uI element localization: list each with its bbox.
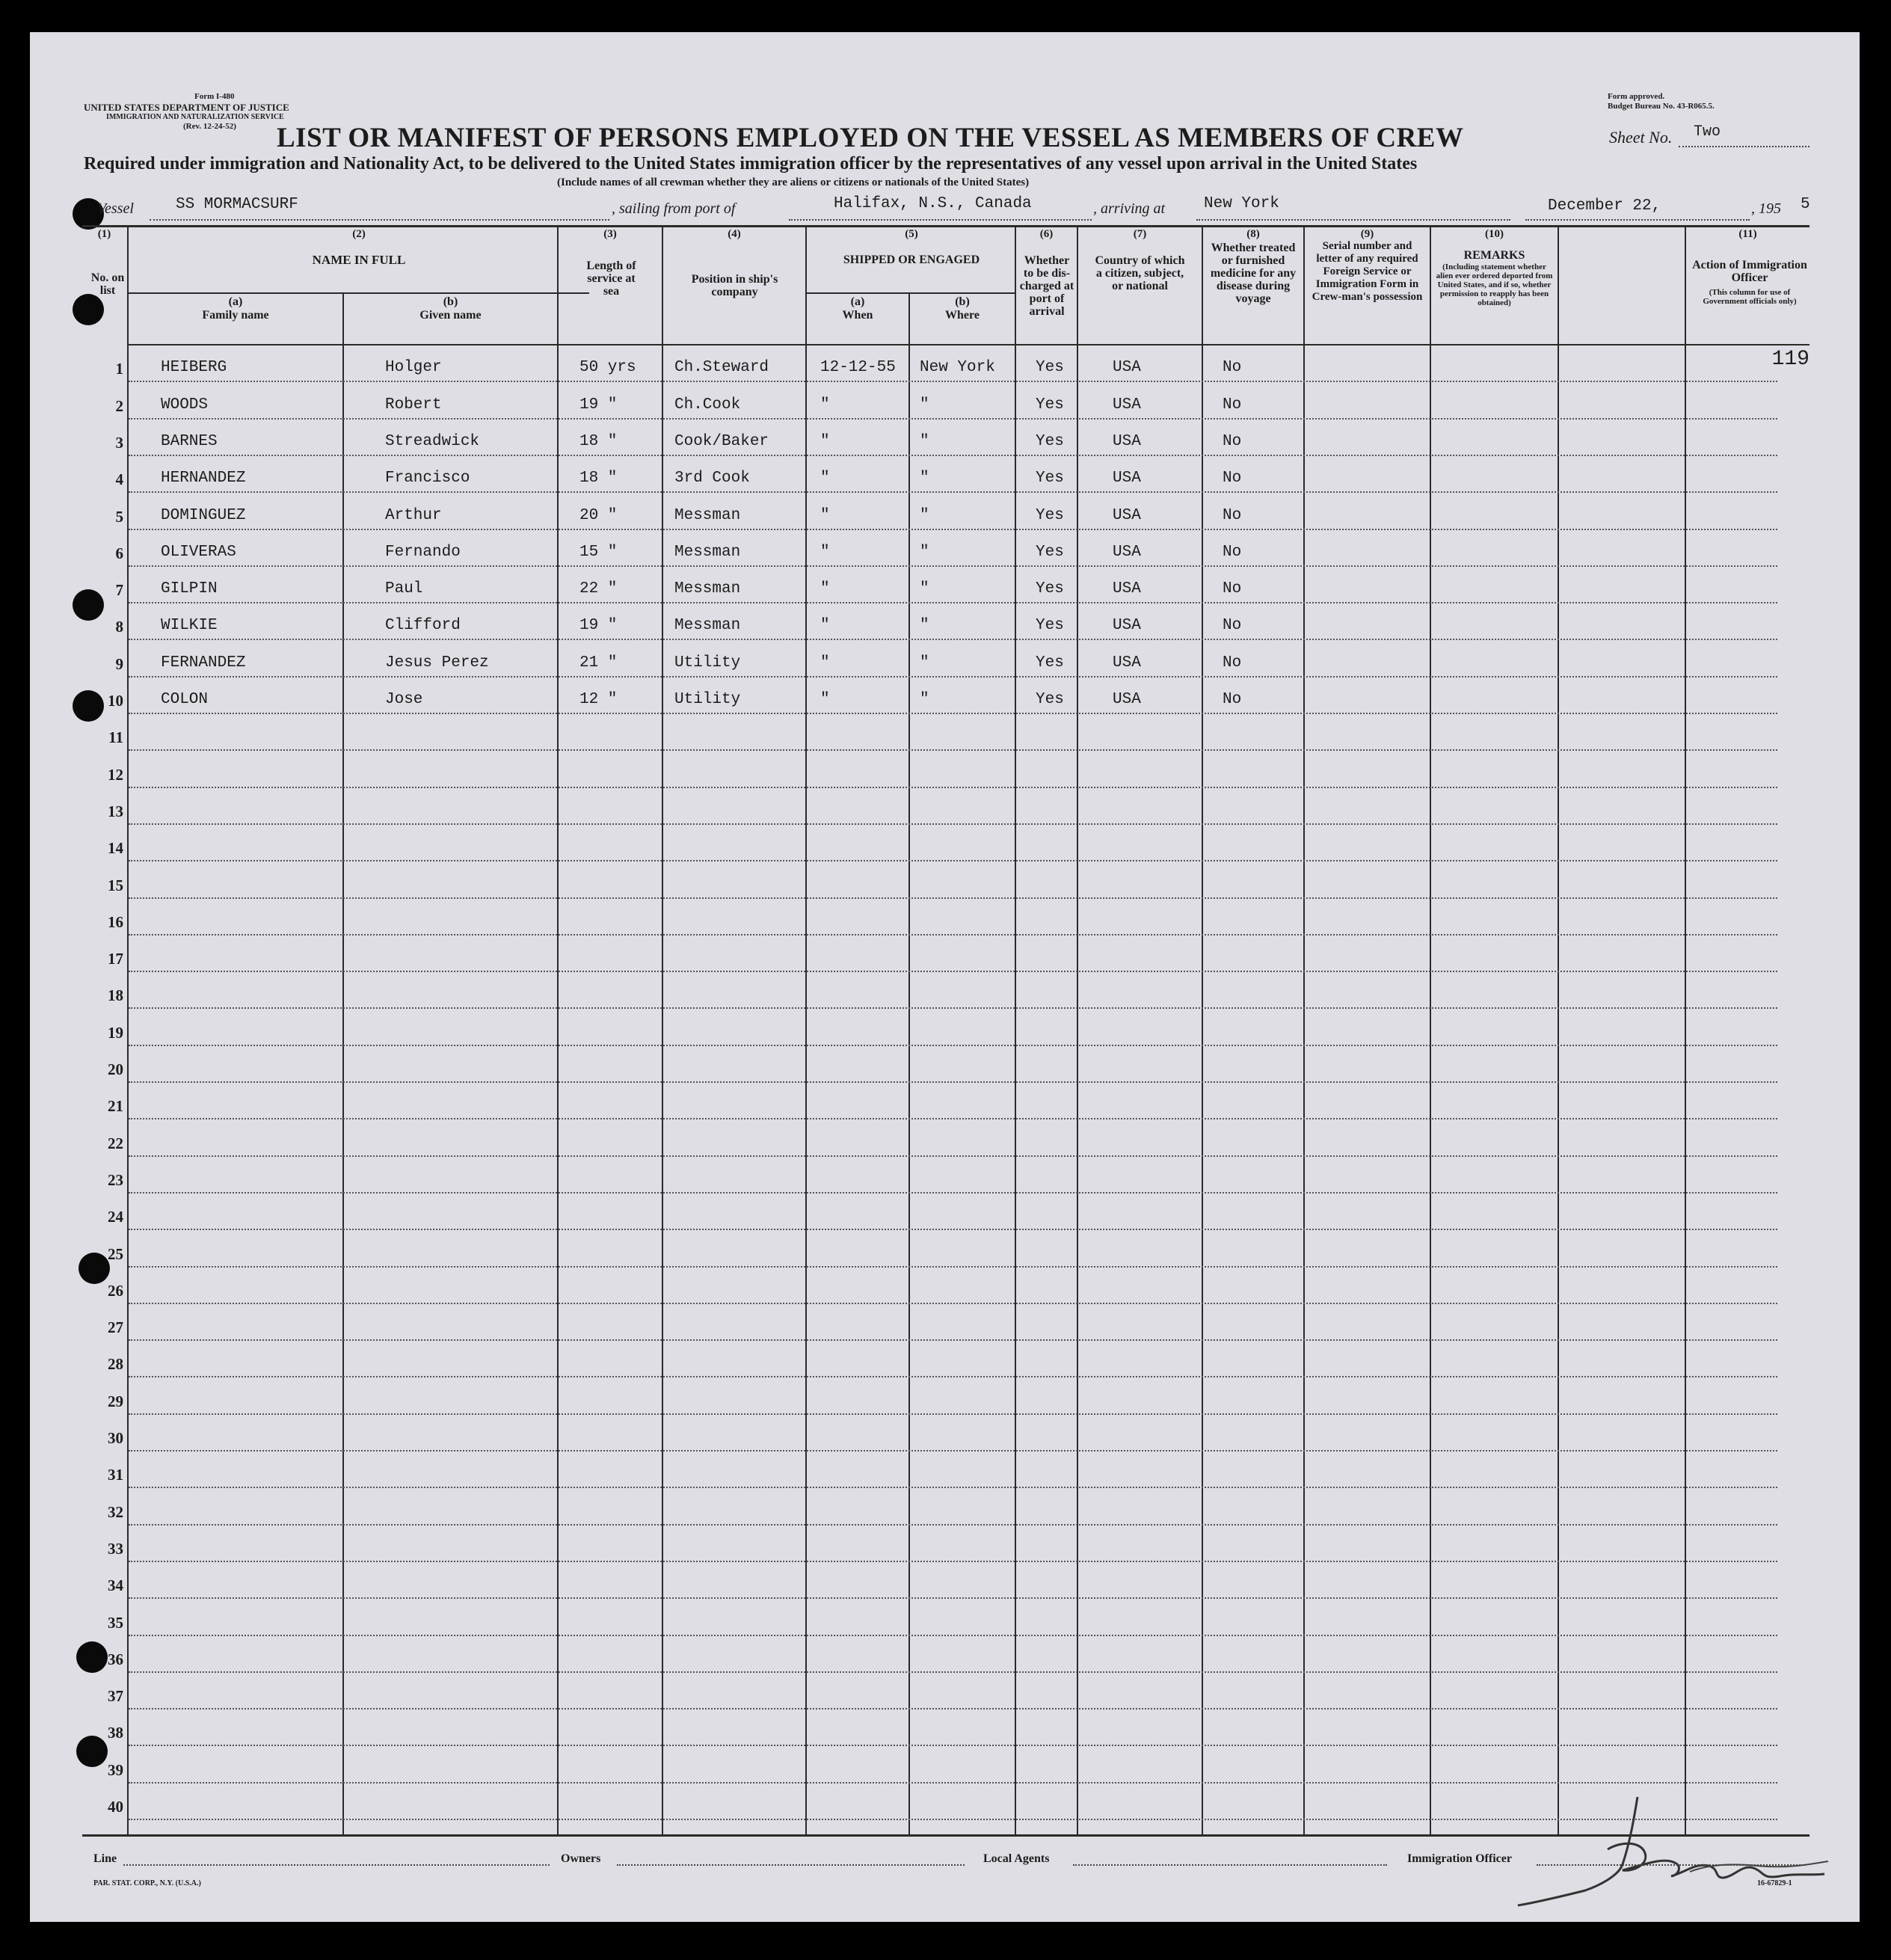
table-row-line [129, 1635, 1777, 1636]
table-row-line [129, 1303, 1777, 1304]
medicine-cell: No [1223, 617, 1242, 635]
row-number: 33 [108, 1539, 123, 1558]
row-number: 39 [108, 1760, 123, 1779]
service-name: IMMIGRATION AND NATURALIZATION SERVICE [106, 113, 284, 121]
col-divider [1015, 227, 1016, 1834]
service-length-cell: 20 " [579, 506, 618, 524]
table-row-line [129, 897, 1777, 899]
family-name-cell: HEIBERG [161, 359, 227, 377]
punch-hole [73, 294, 104, 325]
row-number: 8 [115, 618, 123, 636]
shipped-where-cell: " [920, 617, 929, 635]
col1-number: (1) [97, 228, 111, 240]
table-row-line [129, 1671, 1777, 1673]
country-cell: USA [1113, 396, 1141, 414]
name-subheader-border [129, 292, 589, 294]
col-divider [1430, 227, 1431, 1834]
shipped-when-cell: " [820, 543, 830, 561]
row-number: 22 [108, 1134, 123, 1152]
row-number: 34 [108, 1576, 123, 1595]
country-cell: USA [1113, 654, 1141, 672]
shipped-when-cell: " [820, 470, 830, 488]
footer-line-field [123, 1864, 550, 1866]
col5b-letter: (b) [955, 295, 970, 308]
table-row-line [129, 1487, 1777, 1488]
table-row-line [129, 1081, 1777, 1083]
col-divider [805, 227, 807, 1834]
given-name-cell: Francisco [385, 470, 470, 488]
manifest-sheet [30, 32, 1860, 1922]
table-row-line [129, 1266, 1777, 1268]
discharged-cell: Yes [1036, 543, 1064, 561]
table-row-line [129, 1155, 1777, 1157]
shipped-subheader-border [805, 292, 1016, 294]
arrival-date: December 22, [1548, 197, 1661, 215]
given-name-cell: Arthur [385, 506, 442, 524]
shipped-where-cell: " [920, 432, 929, 450]
medicine-cell: No [1223, 580, 1242, 598]
family-name-cell: HERNANDEZ [161, 470, 246, 488]
col-divider [1558, 227, 1559, 1834]
table-row-line [129, 787, 1777, 788]
row-number: 10 [108, 692, 123, 710]
medicine-cell: No [1223, 470, 1242, 488]
table-row-line [129, 418, 1777, 420]
medicine-cell: No [1223, 506, 1242, 524]
form-subnote: (Include names of all crewman whether they are aliens or citizens or nationals of the United States) [557, 176, 1030, 188]
shipped-where-cell: New York [920, 359, 995, 377]
footer-owners-label: Owners [561, 1852, 601, 1865]
service-length-cell: 12 " [579, 691, 618, 708]
col1-header: No. on list [90, 271, 125, 297]
col8-header: Whether treated or furnished medicine for any disease during voyage [1210, 242, 1297, 305]
col-divider [1685, 227, 1686, 1834]
vessel-line [150, 219, 609, 221]
footer-agents-field [1073, 1864, 1387, 1866]
service-length-cell: 18 " [579, 470, 618, 488]
discharged-cell: Yes [1036, 359, 1064, 377]
col2b-letter: (b) [443, 295, 458, 308]
given-name-cell: Paul [385, 580, 423, 598]
col3-number: (3) [603, 228, 617, 240]
given-name-cell: Robert [385, 396, 442, 414]
col10-number: (10) [1485, 228, 1504, 240]
table-row-line [129, 1745, 1777, 1746]
col5-header: SHIPPED OR ENGAGED [843, 254, 980, 266]
given-name-cell: Jose [385, 691, 423, 708]
row-number: 26 [108, 1281, 123, 1300]
row-number: 5 [115, 507, 123, 526]
shipped-where-cell: " [920, 470, 929, 488]
row-number: 29 [108, 1392, 123, 1410]
position-cell: Messman [674, 543, 741, 561]
row-number: 20 [108, 1060, 123, 1078]
shipped-when-cell: " [820, 691, 830, 708]
row-number: 16 [108, 912, 123, 931]
table-row-line [129, 1450, 1777, 1451]
col11-number: (11) [1738, 228, 1757, 240]
table-row-line [129, 1597, 1777, 1599]
position-cell: Cook/Baker [674, 432, 769, 450]
family-name-cell: FERNANDEZ [161, 654, 246, 672]
row-number: 36 [108, 1650, 123, 1668]
col-divider [1303, 227, 1305, 1834]
col5a-letter: (a) [850, 295, 865, 308]
given-name-cell: Fernando [385, 543, 461, 561]
medicine-cell: No [1223, 543, 1242, 561]
officer-signature [1495, 1752, 1839, 1917]
table-row-line [129, 491, 1777, 493]
given-name-cell: Jesus Perez [385, 654, 489, 672]
service-length-cell: 19 " [579, 617, 618, 635]
service-length-cell: 21 " [579, 654, 618, 672]
table-row-line [129, 1007, 1777, 1009]
row-number: 13 [108, 802, 123, 820]
arriving-line [1196, 219, 1510, 221]
sailing-line [789, 219, 1092, 221]
table-row-line [129, 639, 1777, 640]
shipped-where-cell: " [920, 654, 929, 672]
table-row-line [129, 1118, 1777, 1119]
row-number: 37 [108, 1687, 123, 1706]
col5-number: (5) [905, 228, 918, 240]
row-number: 28 [108, 1355, 123, 1374]
service-length-cell: 15 " [579, 543, 618, 561]
table-row-line [129, 381, 1777, 382]
family-name-cell: GILPIN [161, 580, 218, 598]
shipped-when-cell: " [820, 654, 830, 672]
col2a-header: Family name [202, 309, 269, 322]
table-row-line [129, 1376, 1777, 1377]
col9-number: (9) [1360, 228, 1374, 240]
col3-header: Length of service at sea [586, 259, 636, 298]
position-cell: Messman [674, 580, 741, 598]
col-divider [1202, 227, 1203, 1834]
col7-number: (7) [1133, 228, 1147, 240]
shipped-when-cell: " [820, 506, 830, 524]
medicine-cell: No [1223, 396, 1242, 414]
table-row-line [129, 529, 1777, 530]
col2-header: NAME IN FULL [312, 253, 406, 267]
col-divider [127, 227, 129, 1834]
table-row-line [129, 1561, 1777, 1562]
row-number: 17 [108, 950, 123, 968]
row-number: 7 [115, 581, 123, 600]
table-row-line [129, 676, 1777, 678]
print-code: 16-67829-1 [1757, 1879, 1792, 1887]
col6-header: Whether to be dis-charged at port of arrival [1019, 254, 1074, 318]
position-cell: Messman [674, 506, 741, 524]
medicine-cell: No [1223, 359, 1242, 377]
row-number: 18 [108, 986, 123, 1005]
row-number: 31 [108, 1466, 123, 1484]
footer-officer-field [1537, 1864, 1806, 1866]
arriving-at-port: New York [1204, 195, 1279, 212]
service-length-cell: 22 " [579, 580, 618, 598]
shipped-where-cell: " [920, 543, 929, 561]
family-name-cell: DOMINGUEZ [161, 506, 246, 524]
discharged-cell: Yes [1036, 654, 1064, 672]
country-cell: USA [1113, 617, 1141, 635]
year-prefix: , 195 [1751, 200, 1781, 217]
shipped-when-cell: 12-12-55 [820, 359, 896, 377]
given-name-cell: Clifford [385, 617, 461, 635]
family-name-cell: WOODS [161, 396, 209, 414]
col10-note: (Including statement whether alien ever ordered deported from United States, and if so, whether permission to reapply has been obtained) [1436, 262, 1553, 307]
row-number: 3 [115, 433, 123, 452]
table-row-line [129, 1339, 1777, 1341]
department-name: UNITED STATES DEPARTMENT OF JUSTICE [84, 102, 289, 113]
row-number: 21 [108, 1097, 123, 1116]
row-number: 15 [108, 876, 123, 894]
shipped-where-cell: " [920, 396, 929, 414]
table-row-line [129, 1045, 1777, 1046]
col2b-header: Given name [419, 309, 482, 322]
row-number: 12 [108, 765, 123, 784]
position-cell: 3rd Cook [674, 470, 750, 488]
discharged-cell: Yes [1036, 580, 1064, 598]
row-number: 4 [115, 470, 123, 489]
page-title: LIST OR MANIFEST OF PERSONS EMPLOYED ON THE VESSEL AS MEMBERS OF CREW [277, 123, 1464, 153]
footer-officer-label: Immigration Officer [1407, 1852, 1512, 1865]
service-length-cell: 18 " [579, 432, 618, 450]
discharged-cell: Yes [1036, 691, 1064, 708]
col2a-letter: (a) [228, 295, 243, 308]
col2-number: (2) [352, 228, 366, 240]
form-revision: (Rev. 12-24-52) [183, 122, 236, 131]
row-number: 40 [108, 1798, 123, 1816]
row-number: 27 [108, 1318, 123, 1337]
shipped-when-cell: " [820, 432, 830, 450]
col6-number: (6) [1039, 228, 1054, 240]
medicine-cell: No [1223, 654, 1242, 672]
position-cell: Ch.Steward [674, 359, 769, 377]
row-number: 35 [108, 1613, 123, 1632]
footer-owners-field [617, 1864, 965, 1866]
table-row-line [129, 565, 1777, 567]
date-line [1525, 219, 1750, 221]
sheet-number-label: Sheet No. [1609, 128, 1673, 147]
form-approved: Form approved. [1608, 92, 1665, 101]
col11-header: Action of Immigration Officer [1692, 259, 1807, 284]
col8-number: (8) [1246, 228, 1260, 240]
position-cell: Utility [674, 654, 741, 672]
form-number: Form I-480 [194, 92, 235, 101]
table-row-line [129, 1708, 1777, 1709]
medicine-cell: No [1223, 432, 1242, 450]
col5a-header: When [842, 309, 873, 322]
shipped-when-cell: " [820, 617, 830, 635]
col11-note: (This column for use of Government officials only) [1703, 288, 1797, 306]
shipped-where-cell: " [920, 580, 929, 598]
row-number: 32 [108, 1502, 123, 1521]
family-name-cell: COLON [161, 691, 209, 708]
row-number: 30 [108, 1429, 123, 1447]
form-subtitle: Required under immigration and Nationality Act, to be delivered to the United States immigration officer by the representatives of any vessel upon arrival in the United States [84, 154, 1418, 173]
shipped-when-cell: " [820, 396, 830, 414]
sheet-number-line [1679, 146, 1809, 147]
footer-line-label: Line [93, 1852, 117, 1865]
sailing-from-port: Halifax, N.S., Canada [834, 195, 1032, 212]
discharged-cell: Yes [1036, 470, 1064, 488]
service-length-cell: 19 " [579, 396, 618, 414]
vessel-label: Vessel [97, 200, 134, 217]
vessel-name: SS MORMACSURF [176, 196, 298, 213]
col4-number: (4) [728, 228, 741, 240]
sailing-label: , sailing from port of [612, 200, 736, 217]
col-divider [908, 294, 910, 1834]
family-name-cell: OLIVERAS [161, 543, 236, 561]
col-divider [662, 227, 663, 1834]
row-number: 25 [108, 1244, 123, 1263]
year-suffix: 5 [1801, 196, 1810, 213]
country-cell: USA [1113, 359, 1141, 377]
family-name-cell: WILKIE [161, 617, 218, 635]
col-divider [557, 227, 559, 1834]
row-number: 11 [108, 728, 123, 747]
table-row-line [129, 934, 1777, 936]
medicine-cell: No [1223, 691, 1242, 708]
family-name-cell: BARNES [161, 432, 218, 450]
shipped-when-cell: " [820, 580, 830, 598]
row-number: 2 [115, 396, 123, 415]
given-name-cell: Streadwick [385, 432, 480, 450]
col-divider [342, 294, 344, 1834]
row-number: 6 [115, 544, 123, 562]
col9-header: Serial number and letter of any required Foreign Service or Immigration Form in Crew-man's possession [1312, 240, 1423, 303]
service-length-cell: 50 yrs [579, 359, 636, 377]
row-number: 1 [115, 360, 123, 378]
col7-header: Country of which a citizen, subject, or national [1095, 254, 1185, 292]
row-number: 24 [108, 1208, 123, 1226]
given-name-cell: Holger [385, 359, 442, 377]
table-row-line [129, 1524, 1777, 1526]
table-row-line [129, 1192, 1777, 1193]
country-cell: USA [1113, 506, 1141, 524]
table-row-line [129, 860, 1777, 861]
shipped-where-cell: " [920, 506, 929, 524]
discharged-cell: Yes [1036, 396, 1064, 414]
col4-header: Position in ship's company [691, 273, 778, 298]
row-number: 9 [115, 654, 123, 673]
footer-agents-label: Local Agents [983, 1852, 1050, 1865]
col10-header: REMARKS [1463, 249, 1525, 262]
position-cell: Messman [674, 617, 741, 635]
table-row-line [129, 823, 1777, 825]
table-row-line [129, 1413, 1777, 1415]
sheet-number-value: Two [1694, 123, 1721, 141]
table-row-line [129, 1229, 1777, 1230]
col-divider [1077, 227, 1078, 1834]
col5b-header: Where [945, 309, 980, 322]
discharged-cell: Yes [1036, 432, 1064, 450]
row-number: 14 [108, 839, 123, 858]
table-row-line [129, 713, 1777, 714]
arriving-label: , arriving at [1093, 200, 1166, 217]
country-cell: USA [1113, 543, 1141, 561]
country-cell: USA [1113, 580, 1141, 598]
position-cell: Utility [674, 691, 741, 708]
position-cell: Ch.Cook [674, 396, 741, 414]
row-number: 38 [108, 1724, 123, 1742]
country-cell: USA [1113, 691, 1141, 708]
table-row-line [129, 749, 1777, 751]
country-cell: USA [1113, 470, 1141, 488]
discharged-cell: Yes [1036, 506, 1064, 524]
table-row-line [129, 455, 1777, 456]
table-row-line [129, 971, 1777, 972]
table-row-line [129, 602, 1777, 603]
immigration-action-cell: 119 [1771, 348, 1809, 372]
discharged-cell: Yes [1036, 617, 1064, 635]
table-top-border [82, 225, 1809, 227]
budget-bureau: Budget Bureau No. 43-R065.5. [1608, 102, 1715, 111]
row-number: 23 [108, 1170, 123, 1189]
row-number: 19 [108, 1023, 123, 1042]
shipped-where-cell: " [920, 691, 929, 708]
country-cell: USA [1113, 432, 1141, 450]
printer-imprint: PAR. STAT. CORP., N.Y. (U.S.A.) [93, 1879, 201, 1887]
